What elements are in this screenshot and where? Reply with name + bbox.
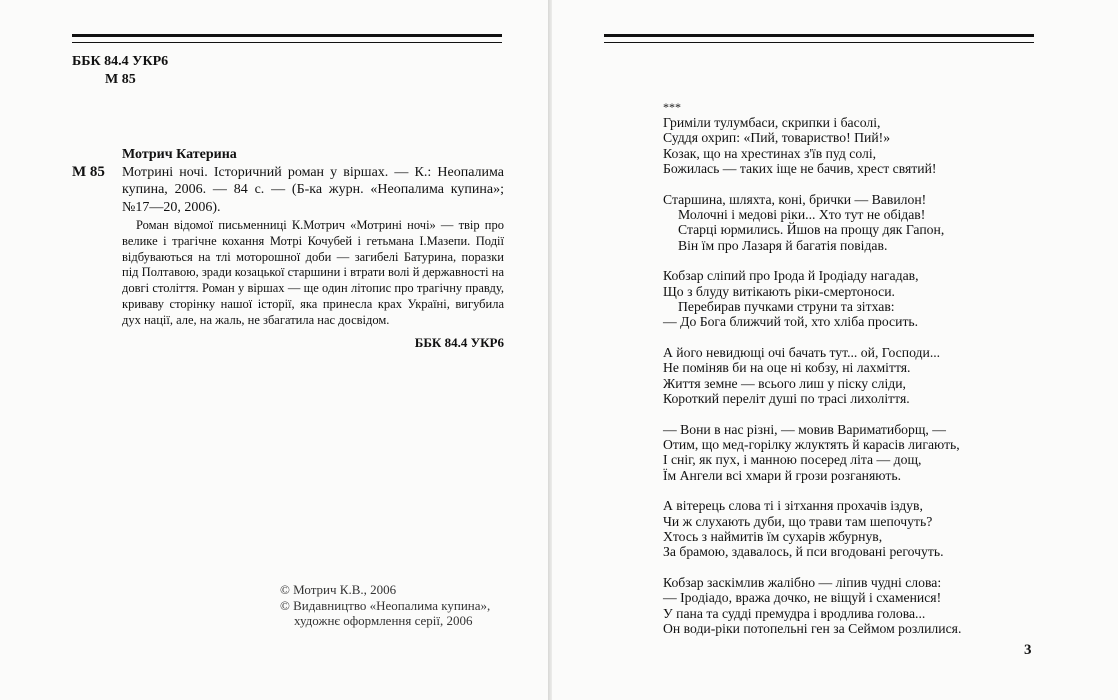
poem-line: Короткий переліт душі по трасі лихоліття. (663, 391, 910, 407)
stanza (663, 115, 961, 177)
poem-line: Він їм про Лазаря й багатія повідав. (678, 237, 888, 253)
copyright-line: художнє оформлення серії, 2006 (294, 613, 473, 628)
poem-line: Гриміли тулумбаси, скрипки і басолі, (663, 115, 881, 130)
poem (663, 100, 961, 651)
entry-mark: М 85 (72, 163, 105, 180)
poem-line: За брамою, здавалось, й пси вгодовані регочуть. (663, 544, 944, 560)
poem-line: Старшина, шляхта, коні, брички — Вавилон! (663, 191, 927, 207)
stanza (663, 192, 961, 254)
stanza (663, 268, 961, 330)
poem-stanzas (663, 115, 961, 636)
poem-line: — До Бога ближчий той, хто хліба просить. (663, 314, 919, 330)
bibliographic-record (72, 146, 504, 351)
section-stars: *** (663, 100, 681, 114)
page-number: 3 (1024, 642, 1032, 658)
entry-description (72, 164, 504, 217)
copyright-line: © Мотрич К.В., 2006 (280, 582, 397, 597)
stanza (663, 345, 961, 407)
poem-line: Кобзар сліпий про Ірода й Іродіаду нагадав, (663, 268, 919, 284)
copyright-block (280, 582, 490, 629)
poem-line: У пана та судді премудра і вродлива голова... (663, 605, 926, 621)
poem-line: Старці юрмились. Йшов на прощу дяк Гапон, (678, 222, 945, 238)
poem-line: Їм Ангели всі хмари й грози розганяють. (663, 467, 901, 483)
poem-line: Не поміняв би на оце ні кобзу, ні лахміття. (663, 360, 911, 376)
poem-line: І сніг, як пух, і манною посеред літа — дощ, (663, 452, 922, 468)
poem-line: Козак, що на хрестинах з'їв пуд солі, (663, 145, 877, 161)
author-name: Мотрич Катерина (122, 147, 237, 162)
poem-line: Молочні і медові ріки... Хто тут не обідав! (678, 207, 926, 223)
poem-line: Чи ж слухають дуби, що трави там шепочуть? (663, 513, 933, 529)
right-header-rule (604, 34, 1034, 43)
poem-line: Он води-ріки потопельні ген за Сеймом розлилися. (663, 620, 962, 636)
poem-line: Хтось з наймитів їм сухарів жбурнув, (663, 528, 883, 544)
poem-line: Що з блуду витікають ріки-смертоноси. (663, 283, 895, 299)
author-mark: М 85 (105, 72, 136, 87)
stanza (663, 498, 961, 560)
bbk-index-top (72, 53, 168, 89)
stanza (663, 575, 961, 637)
poem-line: Життя земне — всього лиш у піску сліди, (663, 375, 906, 391)
poem-line: Перебирав пучками струни та зітхав: (678, 299, 895, 315)
left-header-rule (72, 34, 502, 43)
poem-line: Кобзар заскімлив жалібно — ліпив чудні слова: (663, 574, 942, 590)
poem-line: Суддя охрип: «Пий, товариство! Пий!» (663, 130, 891, 146)
bbk-code: ББК 84.4 УКР6 (72, 54, 169, 69)
poem-line: — Іродіадо, вража дочко, не віщуй і схаменися! (663, 590, 942, 606)
entry-text: Мотрині ночі. Історичний роман у віршах. — К.: Неопалима купина, 2006. — 84 с. — (Б-ка журн. «Неопалима купина»; №17—20, 2006). (122, 164, 504, 215)
stanza (663, 422, 961, 484)
poem-line: Божилась — таких іще не бачив, хрест святий! (663, 161, 937, 177)
bbk-code-bottom: ББК 84.4 УКР6 (414, 334, 504, 350)
poem-line: А його невидющі очі бачать тут... ой, Господи... (663, 344, 941, 360)
poem-line: А вітерець слова ті і зітхання прохачів іздув, (663, 498, 923, 514)
poem-line: — Вони в нас різні, — мовив Вариматиборщ, — (663, 421, 946, 437)
copyright-line: © Видавництво «Неопалима купина», (280, 597, 491, 613)
poem-line: Отим, що мед-горілку жлуктять й карасів лигають, (663, 436, 960, 452)
annotation: Роман відомої письменниці К.Мотрич «Мотрині ночі» — твір про велике і трагічне кохання Мотрі Кочубей і гетьмана І.Мазепи. Події відбуваються на тлі моторошної доби — загибелі Батурина, поразки під Полтавою, зради козацької старшини і втрати волі й державності на довгі століття. Роман у віршах — ще один літопис про трагічну правду, криваву сторінку нашої історії, яка принесла крах Україні, вигубила дух нації, але, на жаль, не збагатила нас досвідом. (122, 218, 504, 327)
